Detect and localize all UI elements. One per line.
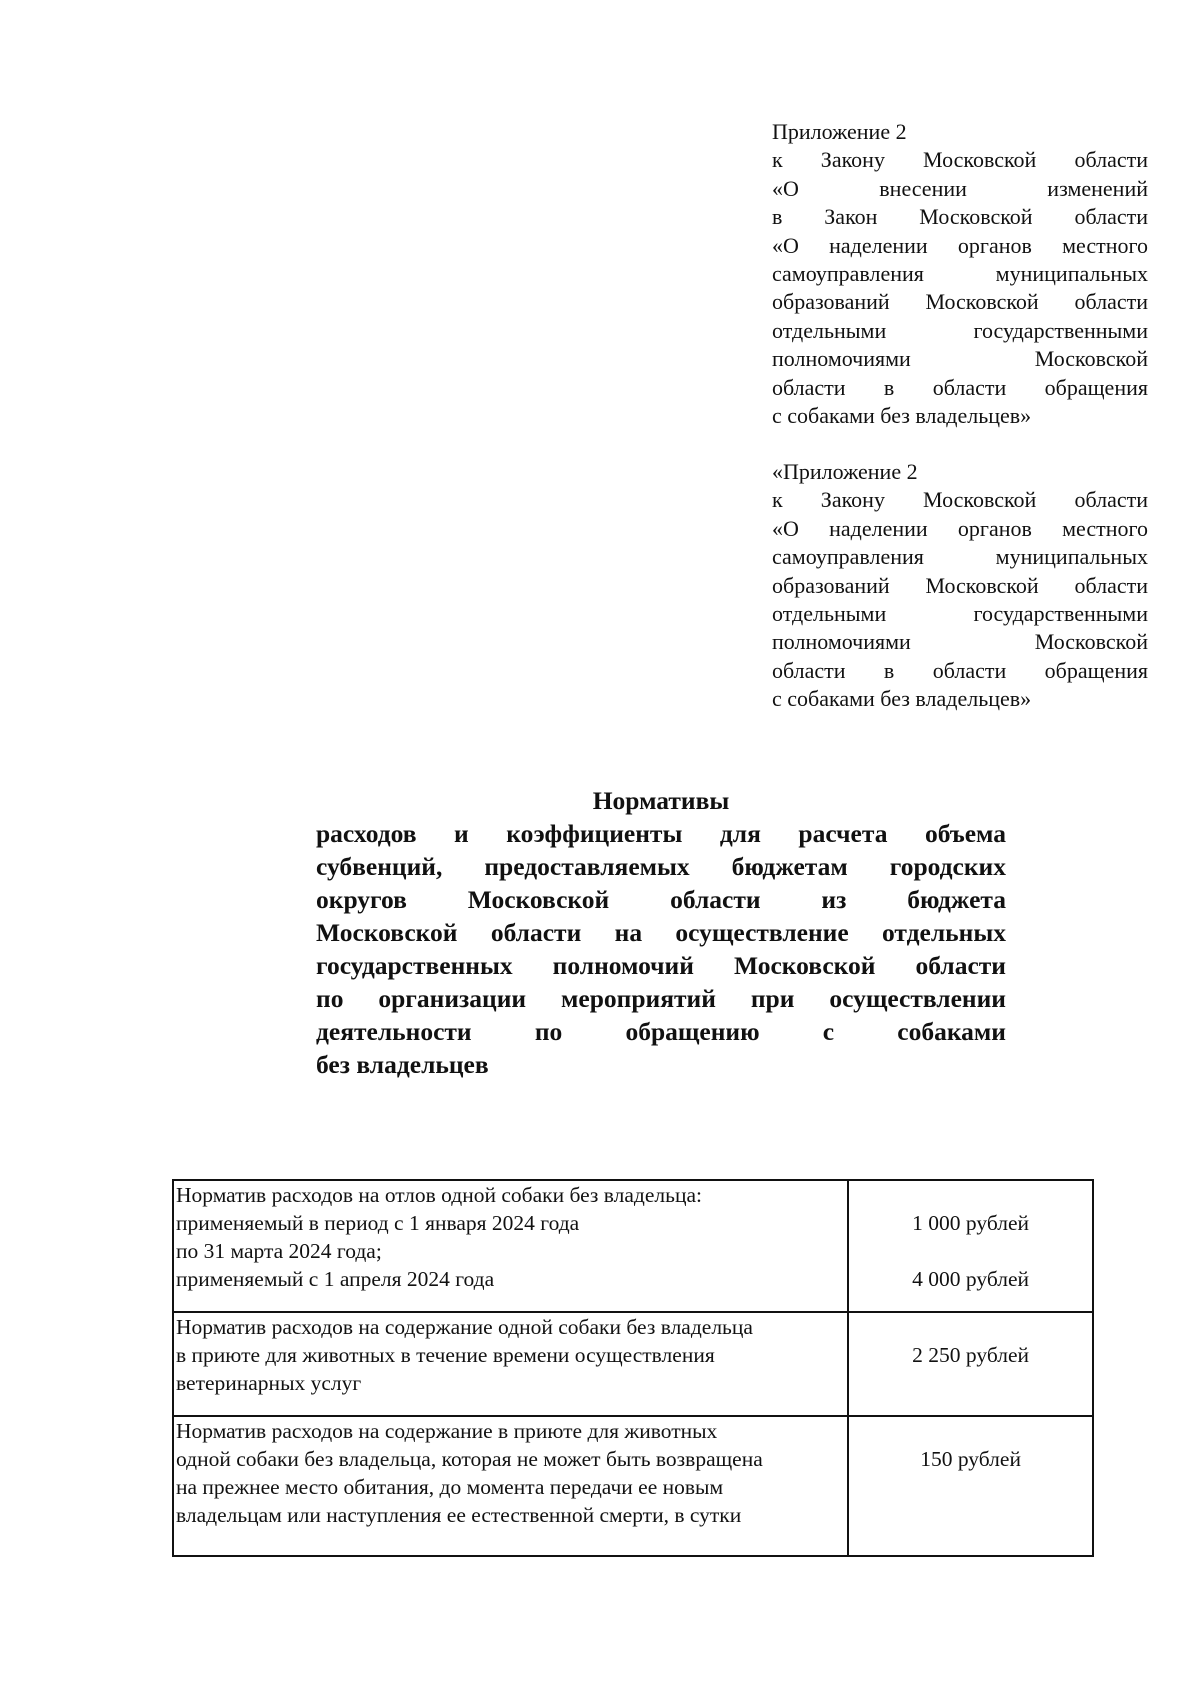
description-line: владельцам или наступления ее естественной смерти, в сутки	[176, 1503, 742, 1527]
annex-line: полномочиями Московской	[772, 629, 1148, 655]
description-line: по 31 марта 2024 года;	[176, 1239, 382, 1263]
value-spacer	[849, 1237, 1092, 1265]
annex-line: отдельными государственными	[772, 601, 1148, 627]
annex-line: полномочиями Московской	[772, 346, 1148, 372]
norm-description	[173, 1312, 848, 1416]
annex-line: «О внесении изменений	[772, 175, 1148, 201]
norm-value	[848, 1416, 1093, 1556]
annex-line: области в области обращения	[772, 374, 1148, 400]
annex-line: «О наделении органов местного	[772, 515, 1148, 541]
annex-line: образований Московской области	[772, 289, 1148, 315]
table-row	[173, 1416, 1093, 1556]
annex-line: самоуправления муниципальных	[772, 261, 1148, 287]
annex-header-original	[772, 458, 1148, 714]
description-line: применяемый в период с 1 января 2024 года	[176, 1211, 580, 1235]
norms-table	[172, 1179, 1094, 1557]
title-line: расходов и коэффициенты для расчета объема	[316, 819, 1006, 848]
description-line: Норматив расходов на содержание одной собаки без владельца	[176, 1315, 753, 1339]
description-line: применяемый с 1 апреля 2024 года	[176, 1267, 495, 1291]
annex-line: в Закон Московской области	[772, 204, 1148, 230]
description-line: в приюте для животных в течение времени осуществления	[176, 1343, 715, 1367]
annex-line: с собаками без владельцев»	[772, 403, 1032, 429]
annex-line: с собаками без владельцев»	[772, 686, 1032, 712]
value-text: 1 000 рублей	[912, 1211, 1030, 1235]
title-heading: Нормативы	[592, 786, 730, 815]
description-line: Норматив расходов на отлов одной собаки без владельца:	[176, 1183, 702, 1207]
table-row	[173, 1180, 1093, 1312]
description-line: Норматив расходов на содержание в приюте для животных	[176, 1419, 718, 1443]
annex-line: Приложение 2	[772, 119, 907, 144]
norm-description	[173, 1416, 848, 1556]
value-text: 150 рублей	[920, 1447, 1021, 1471]
annex-header-current	[772, 118, 1148, 430]
table-row	[173, 1312, 1093, 1416]
annex-line: образований Московской области	[772, 572, 1148, 598]
title-line: округов Московской области из бюджета	[316, 885, 1006, 914]
annex-line: самоуправления муниципальных	[772, 544, 1148, 570]
annex-line: отдельными государственными	[772, 317, 1148, 343]
document-title	[316, 784, 1006, 1081]
title-line: Московской области на осуществление отдельных	[316, 918, 1006, 947]
annex-line: к Закону Московской области	[772, 487, 1148, 513]
description-line: ветеринарных услуг	[176, 1371, 362, 1395]
title-line: субвенций, предоставляемых бюджетам городских	[316, 852, 1006, 881]
description-line: одной собаки без владельца, которая не может быть возвращена	[176, 1447, 763, 1471]
value-text: 2 250 рублей	[912, 1343, 1030, 1367]
annex-line: области в области обращения	[772, 657, 1148, 683]
annex-line: «Приложение 2	[772, 459, 918, 484]
annex-line: «О наделении органов местного	[772, 232, 1148, 258]
title-line: деятельности по обращению с собаками	[316, 1017, 1006, 1046]
title-line: без владельцев	[316, 1050, 489, 1079]
norm-value	[848, 1180, 1093, 1312]
title-line: по организации мероприятий при осуществлении	[316, 984, 1006, 1013]
value-text: 4 000 рублей	[912, 1267, 1030, 1291]
description-line: на прежнее место обитания, до момента передачи ее новым	[176, 1475, 724, 1499]
annex-line: к Закону Московской области	[772, 147, 1148, 173]
norm-description	[173, 1180, 848, 1312]
title-line: государственных полномочий Московской области	[316, 951, 1006, 980]
norm-value	[848, 1312, 1093, 1416]
